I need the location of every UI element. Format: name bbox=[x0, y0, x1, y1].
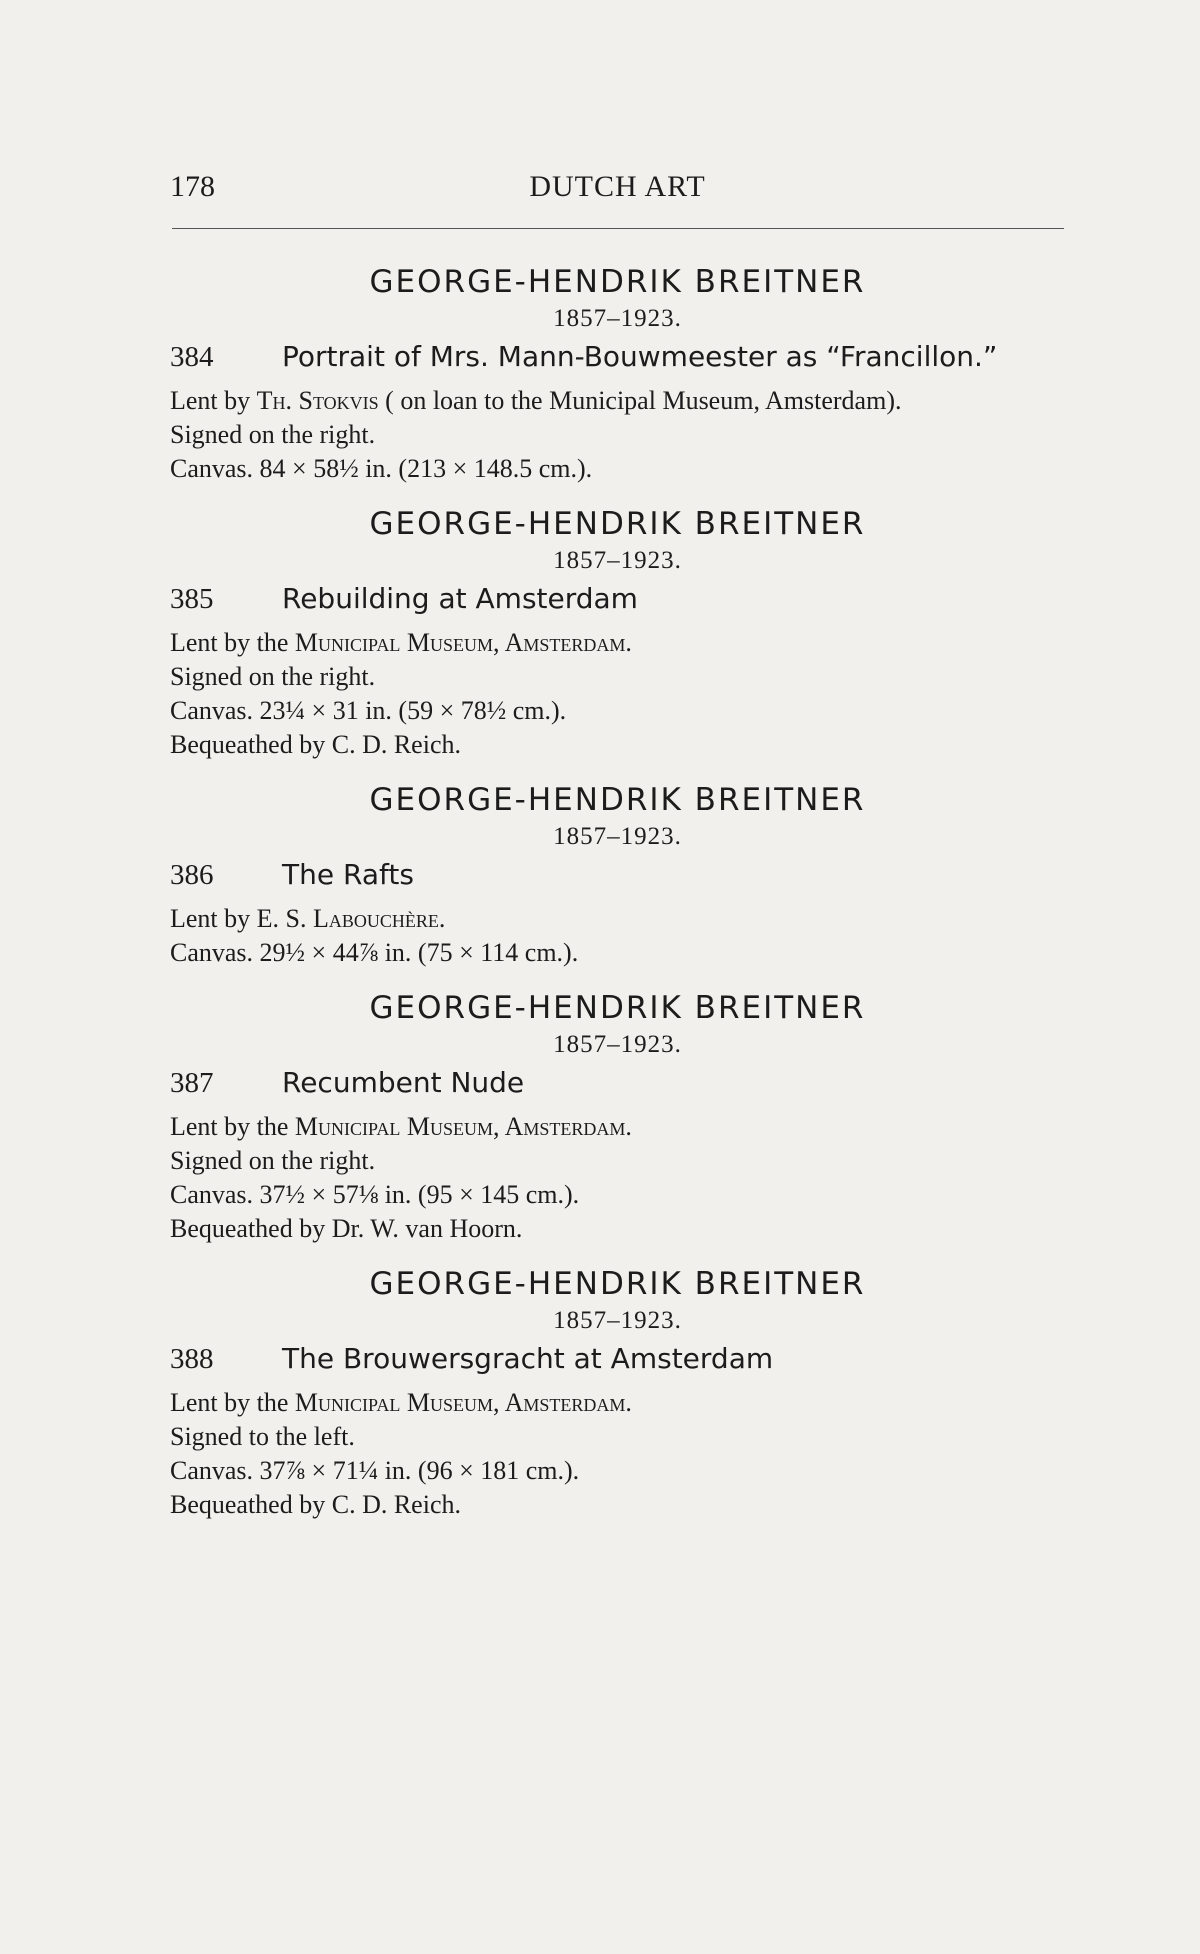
lent-prefix: Lent by the bbox=[170, 1388, 289, 1417]
header-rule bbox=[172, 228, 1064, 229]
lent-prefix: Lent by the bbox=[170, 628, 289, 657]
canvas-dimensions: Canvas. 37½ × 57⅛ in. (95 × 145 cm.). bbox=[170, 1180, 580, 1209]
signature-note: Signed on the right. bbox=[170, 662, 376, 691]
page-number: 178 bbox=[170, 170, 215, 203]
lender-line bbox=[170, 1386, 1065, 1420]
painting-title: Recumbent Nude bbox=[282, 1066, 525, 1099]
artist-dates: 1857–1923. bbox=[553, 547, 682, 574]
bequest-note: Bequeathed by C. D. Reich. bbox=[170, 730, 461, 759]
catalogue-entries bbox=[170, 262, 1065, 1540]
entry-title-row bbox=[170, 1066, 1065, 1100]
running-title: DUTCH ART bbox=[529, 170, 706, 203]
artist-name: GEORGE-HENDRIK BREITNER bbox=[369, 782, 866, 818]
lender-line bbox=[170, 626, 1065, 660]
entry-title-row bbox=[170, 582, 1065, 616]
catalogue-entry bbox=[170, 262, 1065, 486]
painting-title: The Brouwersgracht at Amsterdam bbox=[282, 1342, 774, 1375]
entry-title-row bbox=[170, 858, 1065, 892]
lent-suffix: ( on loan to the Municipal Museum, Amsterdam). bbox=[385, 386, 902, 415]
entry-title-row bbox=[170, 1342, 1065, 1376]
artist-name: GEORGE-HENDRIK BREITNER bbox=[369, 1266, 866, 1302]
lender-line bbox=[170, 1110, 1065, 1144]
painting-title: Rebuilding at Amsterdam bbox=[282, 582, 638, 615]
canvas-dimensions: Canvas. 37⅞ × 71¼ in. (96 × 181 cm.). bbox=[170, 1456, 580, 1485]
painting-title: Portrait of Mrs. Mann-Bouwmeester as “Francillon.” bbox=[282, 340, 998, 373]
artist-dates: 1857–1923. bbox=[553, 305, 682, 332]
catalogue-entry bbox=[170, 504, 1065, 762]
lender-name: E. S. Labouchère. bbox=[256, 904, 446, 933]
bequest-note: Bequeathed by C. D. Reich. bbox=[170, 1490, 461, 1519]
lent-prefix: Lent by the bbox=[170, 1112, 289, 1141]
catalogue-number: 388 bbox=[170, 1343, 214, 1375]
painting-title: The Rafts bbox=[282, 858, 414, 891]
running-head bbox=[170, 170, 1065, 210]
artist-dates: 1857–1923. bbox=[553, 1031, 682, 1058]
lender-name: Th. Stokvis bbox=[256, 386, 379, 415]
lender-name: Municipal Museum, Amsterdam. bbox=[294, 1112, 632, 1141]
catalogue-number: 386 bbox=[170, 859, 214, 891]
lender-name: Municipal Museum, Amsterdam. bbox=[294, 1388, 632, 1417]
catalogue-entry bbox=[170, 1264, 1065, 1522]
catalogue-number: 384 bbox=[170, 341, 214, 373]
entry-title-row bbox=[170, 340, 1065, 374]
artist-dates: 1857–1923. bbox=[553, 1307, 682, 1334]
lender-line bbox=[170, 902, 1065, 936]
artist-name: GEORGE-HENDRIK BREITNER bbox=[369, 990, 866, 1026]
canvas-dimensions: Canvas. 29½ × 44⅞ in. (75 × 114 cm.). bbox=[170, 938, 579, 967]
lender-line bbox=[170, 384, 1065, 418]
artist-dates: 1857–1923. bbox=[553, 823, 682, 850]
catalogue-entry bbox=[170, 988, 1065, 1246]
catalogue-number: 387 bbox=[170, 1067, 214, 1099]
canvas-dimensions: Canvas. 84 × 58½ in. (213 × 148.5 cm.). bbox=[170, 454, 593, 483]
artist-name: GEORGE-HENDRIK BREITNER bbox=[369, 264, 866, 300]
lender-name: Municipal Museum, Amsterdam. bbox=[294, 628, 632, 657]
catalogue-entry bbox=[170, 780, 1065, 970]
catalogue-number: 385 bbox=[170, 583, 214, 615]
signature-note: Signed on the right. bbox=[170, 1146, 376, 1175]
artist-name: GEORGE-HENDRIK BREITNER bbox=[369, 506, 866, 542]
signature-note: Signed on the right. bbox=[170, 420, 376, 449]
bequest-note: Bequeathed by Dr. W. van Hoorn. bbox=[170, 1214, 523, 1243]
lent-prefix: Lent by bbox=[170, 386, 251, 415]
signature-note: Signed to the left. bbox=[170, 1422, 355, 1451]
lent-prefix: Lent by bbox=[170, 904, 251, 933]
canvas-dimensions: Canvas. 23¼ × 31 in. (59 × 78½ cm.). bbox=[170, 696, 567, 725]
